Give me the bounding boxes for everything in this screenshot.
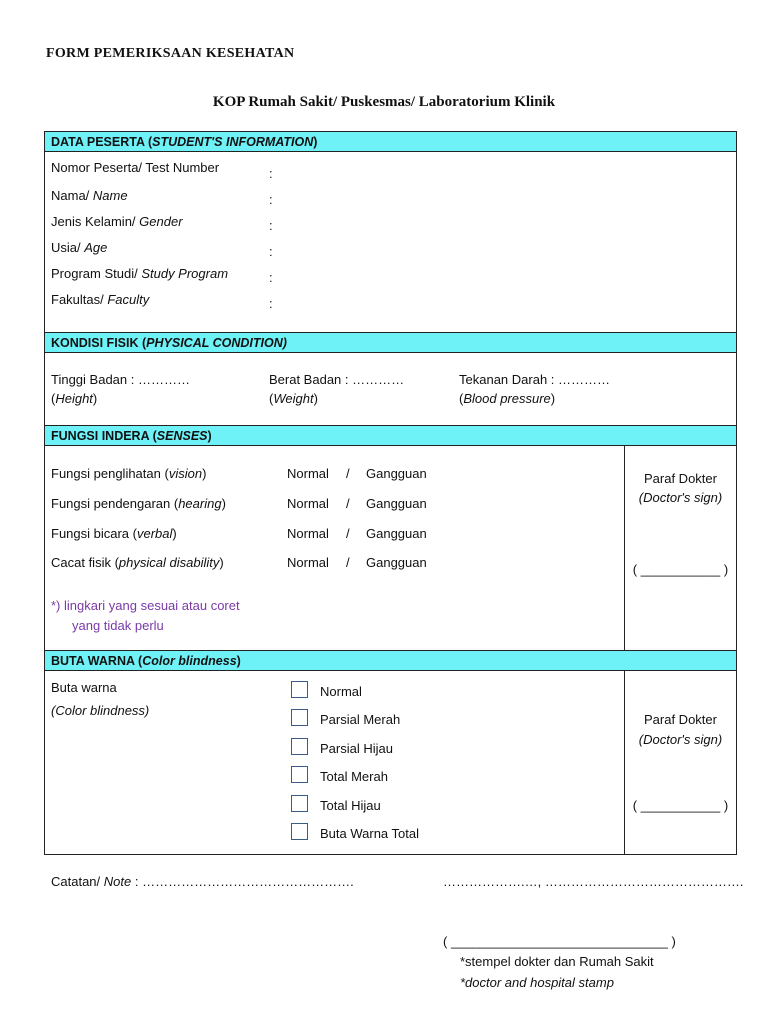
height-field[interactable]: Tinggi Badan : ………… [51, 372, 190, 387]
hearing-gangguan-option[interactable]: Gangguan [366, 496, 427, 511]
kop-header: KOP Rumah Sakit/ Puskesmas/ Laboratorium Klinik [212, 94, 556, 110]
height-label-en: (Height) [51, 391, 98, 406]
disability-slash: / [346, 555, 350, 570]
field-faculty-label: Fakultas/ Faculty [51, 292, 150, 307]
senses-doctor-sign-label: Paraf Dokter [644, 471, 717, 486]
section-student-info-header: DATA PESERTA (STUDENT'S INFORMATION) [45, 131, 736, 152]
color-doctor-sign-label: Paraf Dokter [644, 712, 717, 727]
normal-checkbox[interactable] [291, 681, 308, 698]
field-name-label: Nama/ Name [51, 188, 128, 203]
verbal-label: Fungsi bicara (verbal) [51, 526, 177, 541]
field-age-input[interactable]: : [269, 244, 273, 259]
section-physical-condition-header: KONDISI FISIK (PHYSICAL CONDITION) [45, 332, 736, 353]
vision-normal-option[interactable]: Normal [287, 466, 329, 481]
physical-disability-label: Cacat fisik (physical disability) [51, 555, 224, 570]
field-age-label: Usia/ Age [51, 240, 108, 255]
blood-pressure-field[interactable]: Tekanan Darah : ………… [459, 372, 611, 387]
vision-gangguan-option[interactable]: Gangguan [366, 466, 427, 481]
verbal-normal-option[interactable]: Normal [287, 526, 329, 541]
total-green-option-label: Total Hijau [320, 798, 381, 813]
blood-pressure-label-en: (Blood pressure) [459, 391, 556, 406]
color-blindness-divider [624, 671, 625, 855]
weight-label-en: (Weight) [269, 391, 318, 406]
disability-normal-option[interactable]: Normal [287, 555, 329, 570]
note-field[interactable]: Catatan/ Note : …………………………………………. [51, 874, 354, 889]
senses-note-line1: *) lingkari yang sesuai atau coret [51, 598, 240, 613]
stamp-note-en: *doctor and hospital stamp [460, 975, 614, 990]
field-study-program-input[interactable]: : [269, 270, 273, 285]
field-test-number-input[interactable]: : [269, 166, 273, 181]
partial-green-option-label: Parsial Hijau [320, 741, 393, 756]
vision-slash: / [346, 466, 350, 481]
partial-red-checkbox[interactable] [291, 709, 308, 726]
partial-red-option-label: Parsial Merah [320, 712, 401, 727]
document-title: FORM PEMERIKSAAN KESEHATAN [46, 46, 295, 61]
hearing-slash: / [346, 496, 350, 511]
senses-note-line2: yang tidak perlu [72, 618, 164, 633]
field-faculty-input[interactable]: : [269, 296, 273, 311]
total-color-blindness-checkbox[interactable] [291, 823, 308, 840]
total-red-option-label: Total Merah [320, 769, 388, 784]
total-green-checkbox[interactable] [291, 795, 308, 812]
disability-gangguan-option[interactable]: Gangguan [366, 555, 427, 570]
color-blindness-label: Buta warna [51, 680, 117, 695]
senses-doctor-sign-field[interactable]: ( ___________ ) [632, 562, 729, 577]
field-study-program-label: Program Studi/ Study Program [51, 266, 229, 281]
stamp-note-id: *stempel dokter dan Rumah Sakit [460, 954, 654, 969]
total-color-blindness-option-label: Buta Warna Total [320, 826, 419, 841]
hearing-label: Fungsi pendengaran (hearing) [51, 496, 226, 511]
field-test-number-label: Nomor Peserta/ Test Number [51, 160, 220, 175]
normal-option-label: Normal [320, 684, 362, 699]
color-blindness-label-en: (Color blindness) [51, 703, 150, 718]
partial-green-checkbox[interactable] [291, 738, 308, 755]
vision-label: Fungsi penglihatan (vision) [51, 466, 207, 481]
hearing-normal-option[interactable]: Normal [287, 496, 329, 511]
weight-field[interactable]: Berat Badan : ………… [269, 372, 405, 387]
section-color-blindness-header: BUTA WARNA (Color blindness) [45, 650, 736, 671]
color-doctor-sign-label-en: (Doctor's sign) [638, 732, 723, 747]
verbal-gangguan-option[interactable]: Gangguan [366, 526, 427, 541]
total-red-checkbox[interactable] [291, 766, 308, 783]
color-doctor-sign-field[interactable]: ( ___________ ) [632, 798, 729, 813]
verbal-slash: / [346, 526, 350, 541]
stamp-signature-field[interactable]: ( ______________________________ ) [443, 934, 676, 949]
section-senses-header: FUNGSI INDERA (SENSES) [45, 425, 736, 446]
field-name-input[interactable]: : [269, 192, 273, 207]
field-gender-label: Jenis Kelamin/ Gender [51, 214, 183, 229]
place-date-field[interactable]: ……………….…, ………………………………………. [443, 874, 744, 889]
field-gender-input[interactable]: : [269, 218, 273, 233]
senses-doctor-sign-label-en: (Doctor's sign) [638, 490, 723, 505]
